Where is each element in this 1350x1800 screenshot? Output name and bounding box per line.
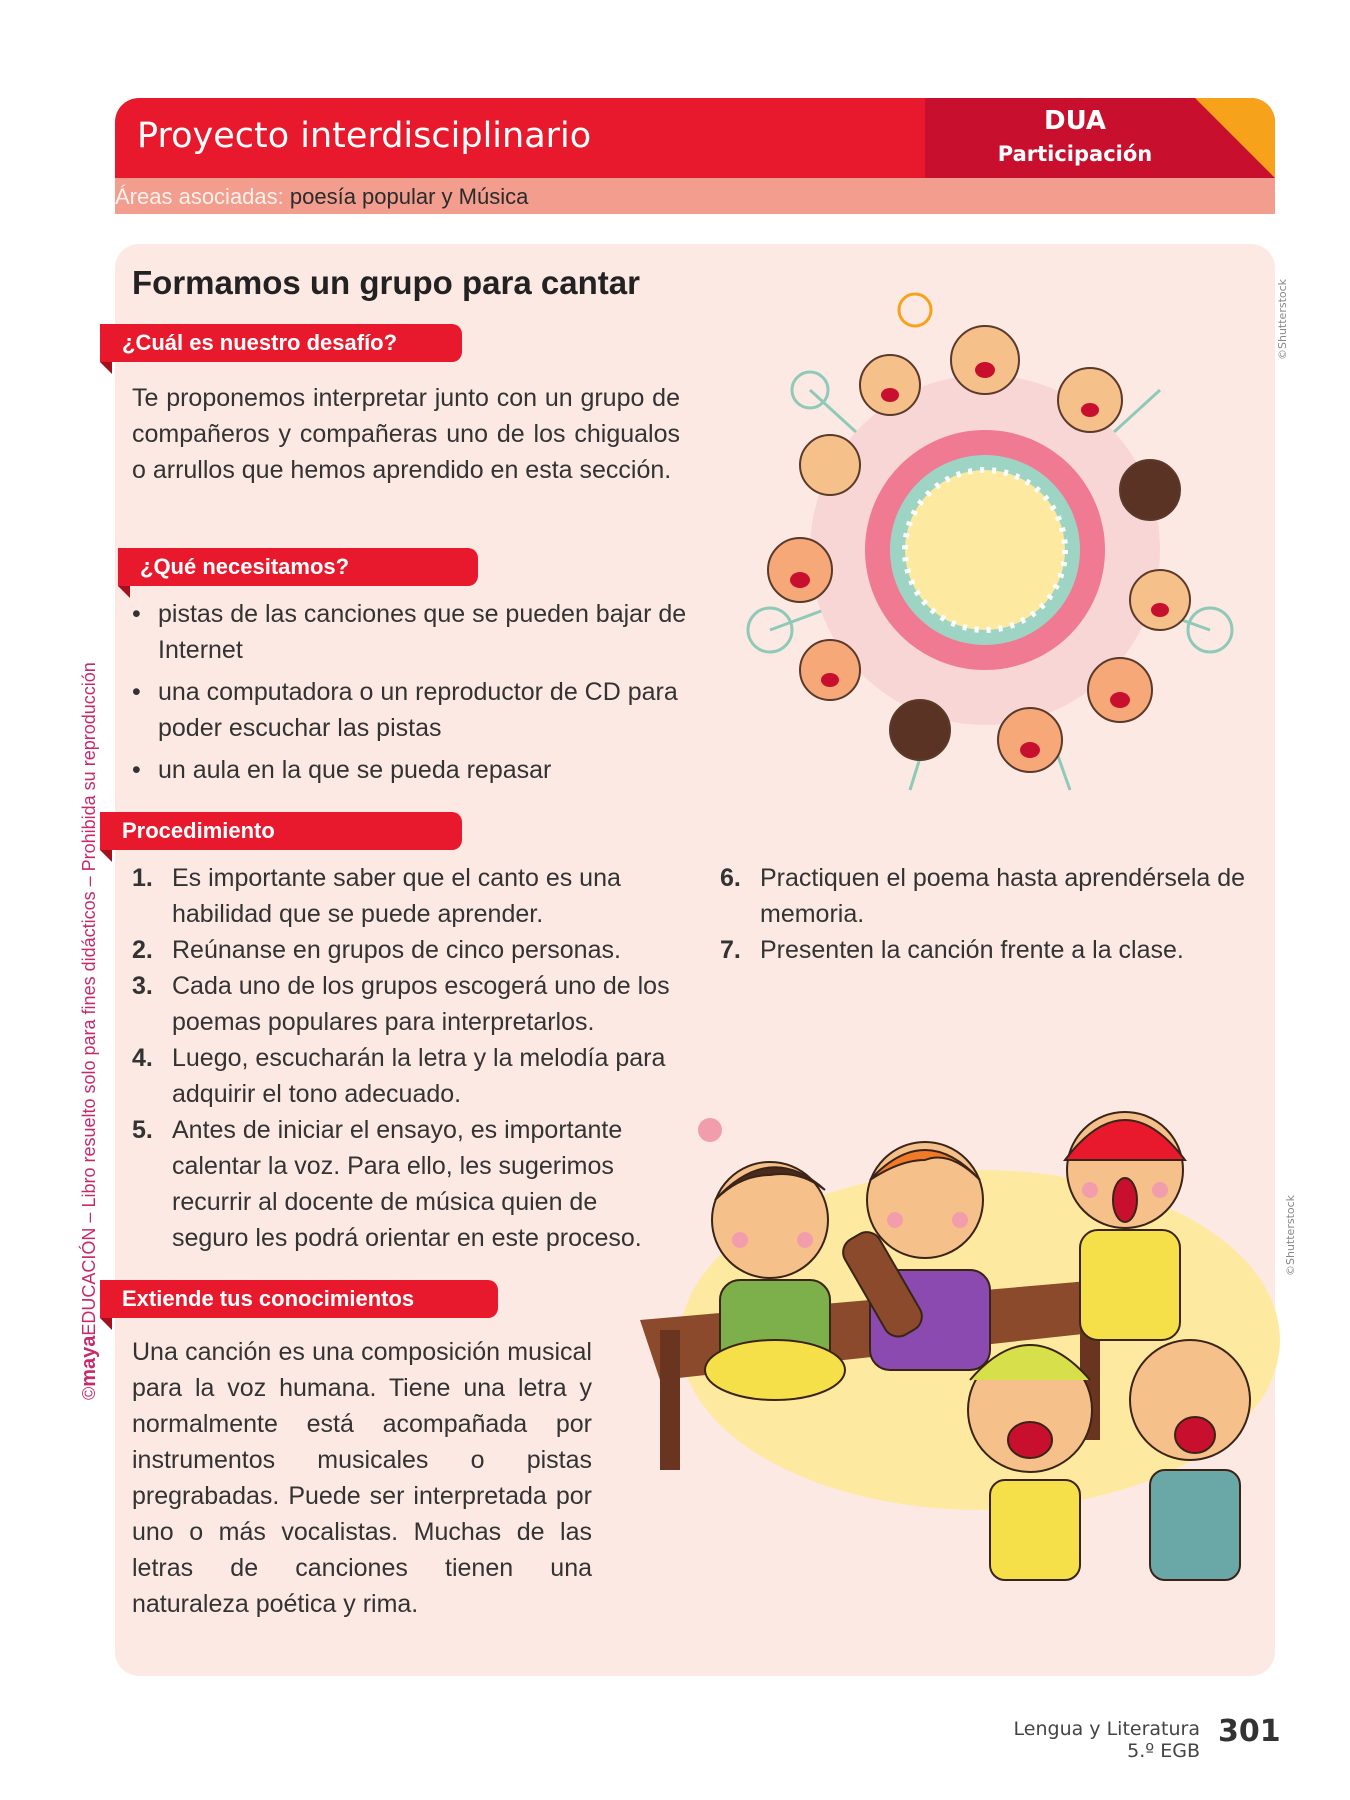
list-item <box>132 968 680 1040</box>
list-item: • pistas de las canciones que se pueden bajar de Internet <box>132 596 692 668</box>
step-number: 4. <box>132 1044 153 1072</box>
areas-line <box>115 184 528 210</box>
side-copyright <box>78 662 101 1400</box>
page-title: Proyecto interdisciplinario <box>137 116 592 156</box>
step-number: 5. <box>132 1116 153 1144</box>
step-text: Presenten la canción frente a la clase. <box>760 936 1184 964</box>
footer-subject <box>1014 1718 1200 1762</box>
extend-text: Una canción es una composición musical para la voz humana. Tiene una letra y normalmente está acompañada por instrumentos musicales o pistas pregrabadas. Puede ser interpretada por uno o más vocalistas. Muchas de las letras de canciones tienen una naturaleza poética y rima. <box>132 1338 592 1618</box>
step-text: Cada uno de los grupos escogerá uno de los poemas populares para interpretarlos. <box>172 972 670 1036</box>
extend-tag: Extiende tus conocimientos <box>100 1280 498 1318</box>
list-item <box>720 860 1250 932</box>
list-item <box>720 932 1250 968</box>
needs-tag: ¿Qué necesitamos? <box>118 548 478 586</box>
list-item: • una computadora o un reproductor de CD para poder escuchar las pistas <box>132 674 692 746</box>
needs-list <box>132 596 692 794</box>
step-text: Luego, escucharán la letra y la melodía para adquirir el tono adecuado. <box>172 1044 666 1108</box>
procedure-steps-right <box>720 860 1250 968</box>
step-text: Reúnanse en grupos de cinco personas. <box>172 936 621 964</box>
dua-badge <box>925 98 1275 178</box>
subject-name: Lengua y Literatura <box>1013 1718 1200 1740</box>
dua-label: DUA <box>1043 106 1107 136</box>
header-band <box>115 98 1275 178</box>
step-text: Es importante saber que el canto es una habilidad que se puede aprender. <box>172 864 621 928</box>
copyright-symbol: © <box>79 1386 99 1400</box>
side-notice: EDUCACIÓN – Libro resuelto solo para fines didácticos – Prohibida su reproducción <box>79 662 99 1336</box>
image-credit: ©Shutterstock <box>1276 278 1289 360</box>
brand-logo: maya <box>78 1335 100 1387</box>
list-item <box>132 932 680 968</box>
step-number: 1. <box>132 864 153 892</box>
step-number: 2. <box>132 936 153 964</box>
step-text: Practiquen el poema hasta aprendérsela de memoria. <box>760 864 1246 928</box>
list-item <box>132 1040 680 1112</box>
step-number: 7. <box>720 936 741 964</box>
page-number: 301 <box>1218 1714 1281 1749</box>
areas-label: Áreas asociadas: <box>115 184 284 209</box>
procedure-steps-left <box>132 860 680 1256</box>
section-title: Formamos un grupo para cantar <box>132 264 640 301</box>
step-text: Antes de iniciar el ensayo, es importante calentar la voz. Para ello, les sugerimos recurrir al docente de música quien de seguro les podrá orientar en este proceso. <box>172 1116 642 1252</box>
dua-sublabel: Participación <box>997 142 1153 166</box>
list-item <box>132 860 680 932</box>
step-number: 3. <box>132 972 153 1000</box>
list-item <box>132 1112 680 1256</box>
step-number: 6. <box>720 864 741 892</box>
challenge-tag: ¿Cuál es nuestro desafío? <box>100 324 462 362</box>
list-item: • un aula en la que se pueda repasar <box>132 752 692 788</box>
areas-value: poesía popular y Música <box>289 184 529 209</box>
children-circle-illustration <box>690 270 1280 830</box>
image-credit: ©Shutterstock <box>1284 1194 1297 1276</box>
procedure-tag: Procedimiento <box>100 812 462 850</box>
children-singing-illustration <box>620 1080 1280 1700</box>
areas-band <box>115 178 1275 214</box>
challenge-text: Te proponemos interpretar junto con un grupo de compañeros y compañeras uno de los chigualos o arrullos que hemos aprendido en esta sección. <box>132 384 680 484</box>
grade-label: 5.º EGB <box>1127 1740 1200 1762</box>
